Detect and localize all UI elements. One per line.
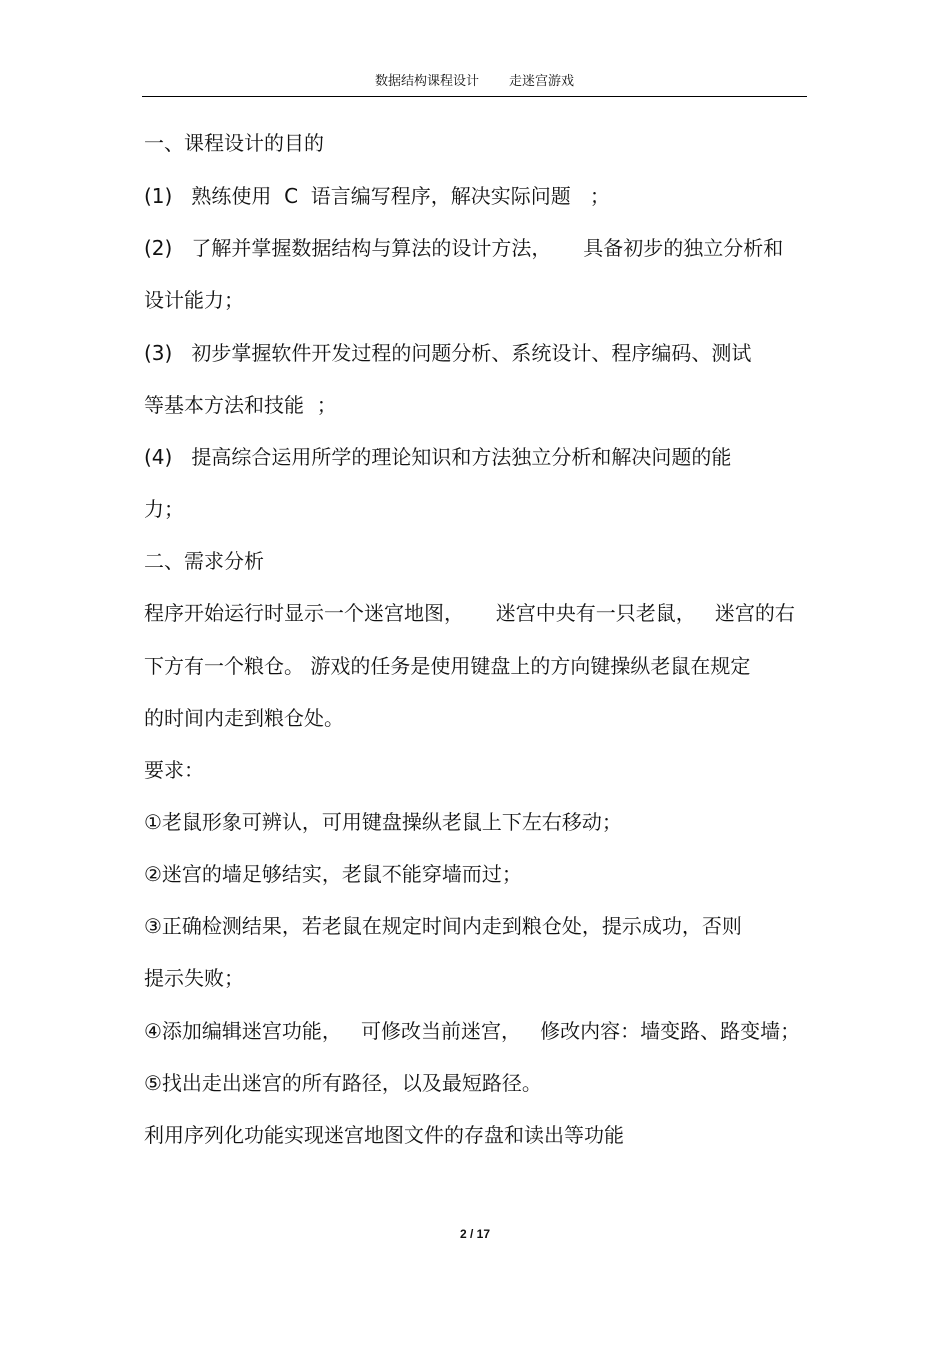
serialization-note: 利用序列化功能实现迷宫地图文件的存盘和读出等功能 xyxy=(144,1123,624,1147)
requirement-item-1: ①老鼠形象可辨认，可用键盘操纵老鼠上下左右移动； xyxy=(144,810,622,834)
section-heading-requirements: 二、需求分析 xyxy=(144,549,264,573)
requirement-item-3: ③正确检测结果，若老鼠在规定时间内走到粮仓处，提示成功，否则 xyxy=(144,914,742,938)
requirement-item-5: ⑤找出走出迷宫的所有路径，以及最短路径。 xyxy=(144,1071,542,1095)
requirements-label: 要求： xyxy=(144,758,204,782)
header-course-title: 数据结构课程设计 xyxy=(374,74,479,89)
requirement-item-4: ④添加编辑迷宫功能， 可修改当前迷宫， 修改内容：墙变路、路变墙； xyxy=(144,1019,801,1043)
page-number: 2 / 17 xyxy=(459,1227,491,1241)
requirement-item-2: ②迷宫的墙足够结实，老鼠不能穿墙而过； xyxy=(144,862,522,886)
requirements-paragraph-line-1: 程序开始运行时显示一个迷宫地图， 迷宫中央有一只老鼠， 迷宫的右 xyxy=(144,601,795,625)
goal-item-1: (1) 熟练使用 C 语言编写程序，解决实际问题 ； xyxy=(144,184,610,208)
section-heading-goals: 一、课程设计的目的 xyxy=(144,131,324,155)
requirements-paragraph-line-3: 的时间内走到粮仓处。 xyxy=(144,706,344,730)
page-header xyxy=(142,74,807,97)
header-project-title: 走迷宫游戏 xyxy=(509,74,575,89)
goal-item-4: (4) 提高综合运用所学的理论知识和方法独立分析和解决问题的能 xyxy=(144,445,732,469)
goal-item-4-cont: 力； xyxy=(144,497,184,521)
requirement-item-3-cont: 提示失败； xyxy=(144,966,244,990)
goal-item-2-cont: 设计能力； xyxy=(144,288,244,312)
goal-item-3: (3) 初步掌握软件开发过程的问题分析、系统设计、程序编码、测试 xyxy=(144,341,752,365)
goal-item-2: (2) 了解并掌握数据结构与算法的设计方法， 具备初步的独立分析和 xyxy=(144,236,784,260)
requirements-paragraph-line-2: 下方有一个粮仓。 游戏的任务是使用键盘上的方向键操纵老鼠在规定 xyxy=(144,654,751,678)
goal-item-3-cont: 等基本方法和技能 ； xyxy=(144,393,337,417)
